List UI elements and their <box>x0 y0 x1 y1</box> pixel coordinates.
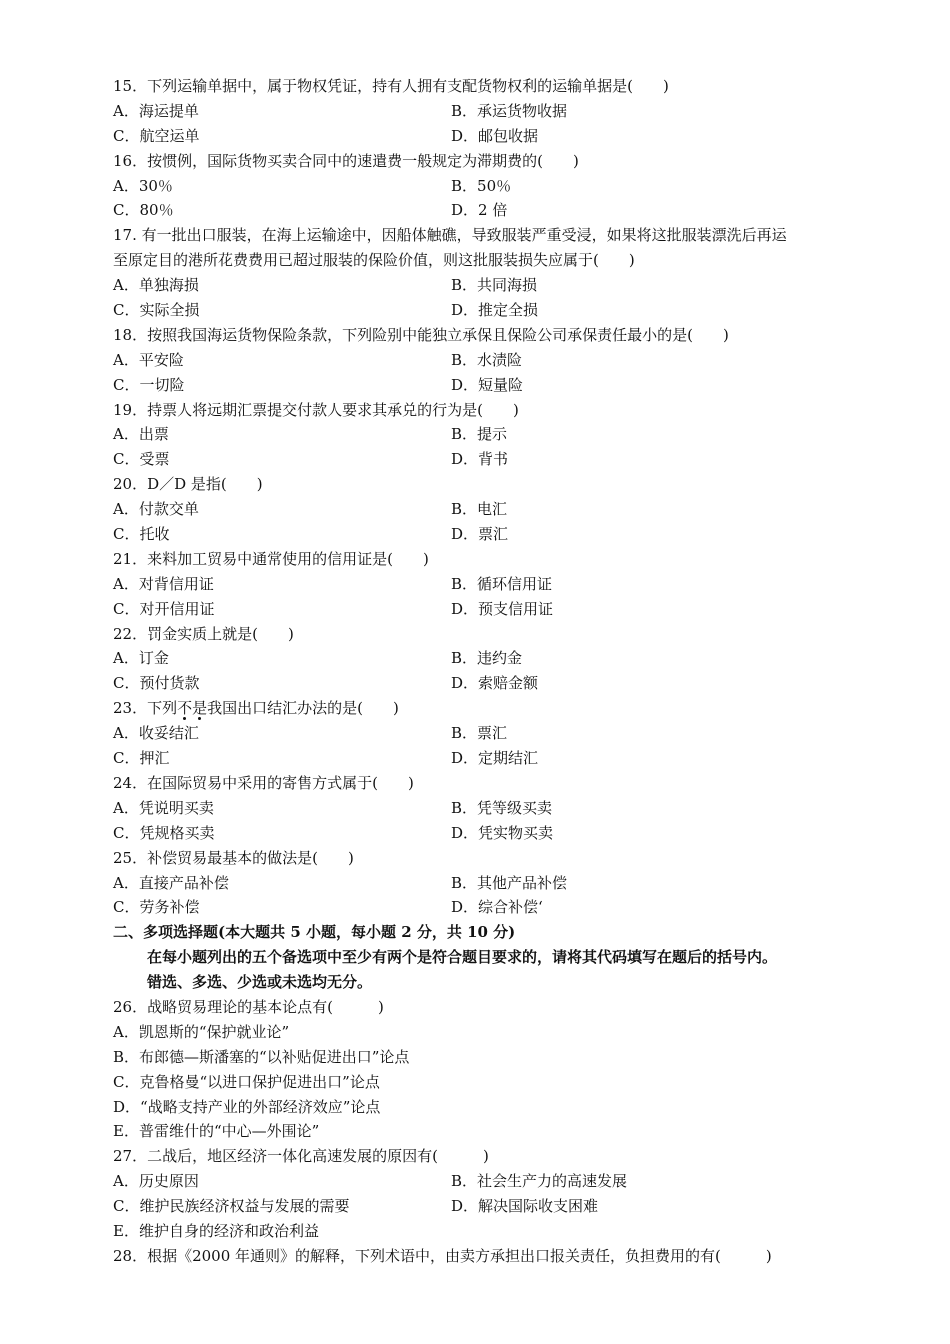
section-2-title: 二、多项选择题(本大题共 5 小题，每小题 2 分，共 10 分) <box>113 923 516 942</box>
section-2-instruction-2: 错选、多选、少选或未选均无分。 <box>147 973 373 992</box>
option-23-a: A．收妥结汇 <box>113 724 199 743</box>
question-24-stem: 24．在国际贸易中采用的寄售方式属于( ) <box>113 773 414 792</box>
question-18-options-row-1 <box>113 348 853 373</box>
option-15-c: C．航空运单 <box>113 126 200 145</box>
question-16-options-row-2 <box>113 198 853 223</box>
question-19-stem: 19．持票人将远期汇票提交付款人要求其承兑的行为是( ) <box>113 400 519 419</box>
option-22-d: D．索赔金额 <box>451 674 539 693</box>
question-25-options-row-1 <box>113 871 853 896</box>
question-22-options-row-2 <box>113 671 853 696</box>
option-19-d: D．背书 <box>451 450 509 469</box>
option-16-b: B．50％ <box>451 176 512 195</box>
question-18-stem: 18．按照我国海运货物保险条款，下列险别中能独立承保且保险公司承保责任最小的是( ) <box>113 325 729 344</box>
option-27-c: C．维护民族经济权益与发展的需要 <box>113 1197 350 1216</box>
question-26-stem: 26．战略贸易理论的基本论点有( ) <box>113 997 384 1016</box>
option-26-b: B．布郎德—斯潘塞的“以补贴促进出口”论点 <box>113 1047 410 1066</box>
option-17-a: A．单独海损 <box>113 276 199 295</box>
question-23-options-row-1 <box>113 721 853 746</box>
question-21-stem: 21．来料加工贸易中通常使用的信用证是( ) <box>113 549 429 568</box>
question-19-options-row-2 <box>113 447 853 472</box>
option-21-c: C．对开信用证 <box>113 599 215 618</box>
question-20-options-row-1 <box>113 497 853 522</box>
question-15-options-row-2 <box>113 124 853 149</box>
question-28-stem: 28．根据《2000 年通则》的解释，下列术语中，由卖方承担出口报关责任，负担费用的有( ) <box>113 1246 772 1265</box>
section-2-instruction-1: 在每小题列出的五个备选项中至少有两个是符合题目要求的，请将其代码填写在题后的括号内。 <box>147 948 778 967</box>
question-20-stem: 20．D／D 是指( ) <box>113 475 263 494</box>
question-19-options-row-1 <box>113 422 853 447</box>
question-18-options-row-2 <box>113 373 853 398</box>
question-17-stem-line-1: 17. 有一批出口服装，在海上运输途中，因船体触礁，导致服装严重受浸，如果将这批服装漂洗后再运 <box>113 226 787 245</box>
option-21-b: B．循环信用证 <box>451 574 553 593</box>
option-27-b: B．社会生产力的高速发展 <box>451 1172 628 1191</box>
option-19-b: B．提示 <box>451 425 508 444</box>
option-15-a: A．海运提单 <box>113 101 199 120</box>
option-20-b: B．电汇 <box>451 500 508 519</box>
option-25-c: C．劳务补偿 <box>113 898 200 917</box>
question-23-options-row-2 <box>113 746 853 771</box>
option-24-c: C．凭规格买卖 <box>113 823 215 842</box>
question-25-stem: 25．补偿贸易最基本的做法是( ) <box>113 848 354 867</box>
option-23-d: D．定期结汇 <box>451 749 539 768</box>
option-26-c: C．克鲁格曼“以进口保护促进出口”论点 <box>113 1072 380 1091</box>
option-20-c: C．托收 <box>113 525 170 544</box>
option-17-d: D．推定全损 <box>451 301 539 320</box>
question-24-options-row-1 <box>113 796 853 821</box>
option-18-b: B．水渍险 <box>451 350 523 369</box>
question-27-options-row-1 <box>113 1169 853 1194</box>
option-21-d: D．预支信用证 <box>451 599 554 618</box>
option-15-d: D．邮包收据 <box>451 126 539 145</box>
question-24-options-row-2 <box>113 821 853 846</box>
question-23-stem-part-1: 23．下列 <box>113 699 178 718</box>
option-16-a: A．30％ <box>113 176 173 195</box>
question-23-stem <box>113 696 853 721</box>
option-19-c: C．受票 <box>113 450 170 469</box>
option-22-c: C．预付货款 <box>113 674 200 693</box>
question-20-options-row-2 <box>113 522 853 547</box>
question-15-stem: 15．下列运输单据中，属于物权凭证，持有人拥有支配货物权利的运输单据是( ) <box>113 77 669 95</box>
option-27-d: D．解决国际收支困难 <box>451 1197 599 1216</box>
option-20-d: D．票汇 <box>451 525 509 544</box>
option-23-b: B．票汇 <box>451 724 508 743</box>
question-27-options-row-2 <box>113 1194 853 1219</box>
option-23-c: C．押汇 <box>113 749 170 768</box>
option-21-a: A．对背信用证 <box>113 574 214 593</box>
option-26-e: E．普雷维什的“中心—外围论” <box>113 1122 320 1141</box>
question-27-stem: 27．二战后，地区经济一体化高速发展的原因有( ) <box>113 1147 489 1166</box>
option-25-a: A．直接产品补偿 <box>113 873 229 892</box>
question-23-emphasis-char-2: 是 <box>192 699 208 718</box>
option-24-a: A．凭说明买卖 <box>113 798 214 817</box>
question-15-options-row-1 <box>113 99 853 124</box>
option-24-b: B．凭等级买卖 <box>451 798 553 817</box>
exam-page <box>113 74 853 1269</box>
option-27-e: E．维护自身的经济和政治利益 <box>113 1221 319 1240</box>
option-24-d: D．凭实物买卖 <box>451 823 554 842</box>
option-15-b: B．承运货物收据 <box>451 101 568 120</box>
option-16-c: C．80％ <box>113 201 174 220</box>
question-17-options-row-1 <box>113 273 853 298</box>
option-22-a: A．订金 <box>113 649 169 668</box>
question-25-options-row-2 <box>113 895 853 920</box>
option-22-b: B．违约金 <box>451 649 523 668</box>
option-16-d: D．2 倍 <box>451 201 508 220</box>
option-17-b: B．共同海损 <box>451 276 538 295</box>
option-27-a: A．历史原因 <box>113 1172 199 1191</box>
question-17-options-row-2 <box>113 298 853 323</box>
option-25-b: B．其他产品补偿 <box>451 873 568 892</box>
option-19-a: A．出票 <box>113 425 169 444</box>
question-21-options-row-2 <box>113 597 853 622</box>
question-23-stem-part-2: 我国出口结汇办法的是( ) <box>207 699 399 718</box>
question-16-stem: 16．按惯例，国际货物买卖合同中的速遣费一般规定为滞期费的( ) <box>113 151 579 170</box>
option-17-c: C．实际全损 <box>113 301 200 320</box>
question-23-emphasis-char-1: 不 <box>177 699 193 718</box>
question-17-stem-line-2: 至原定目的港所花费费用已超过服装的保险价值，则这批服装损失应属于( ) <box>113 251 635 270</box>
option-18-a: A．平安险 <box>113 350 184 369</box>
option-26-d: D．“战略支持产业的外部经济效应”论点 <box>113 1097 381 1116</box>
option-26-a: A．凯恩斯的“保护就业论” <box>113 1022 290 1041</box>
option-18-c: C．一切险 <box>113 375 185 394</box>
option-18-d: D．短量险 <box>451 375 524 394</box>
question-21-options-row-1 <box>113 572 853 597</box>
question-22-options-row-1 <box>113 646 853 671</box>
question-16-options-row-1 <box>113 174 853 199</box>
question-22-stem: 22．罚金实质上就是( ) <box>113 624 294 643</box>
option-25-d: D．综合补偿‘ <box>451 898 543 917</box>
option-20-a: A．付款交单 <box>113 500 199 519</box>
